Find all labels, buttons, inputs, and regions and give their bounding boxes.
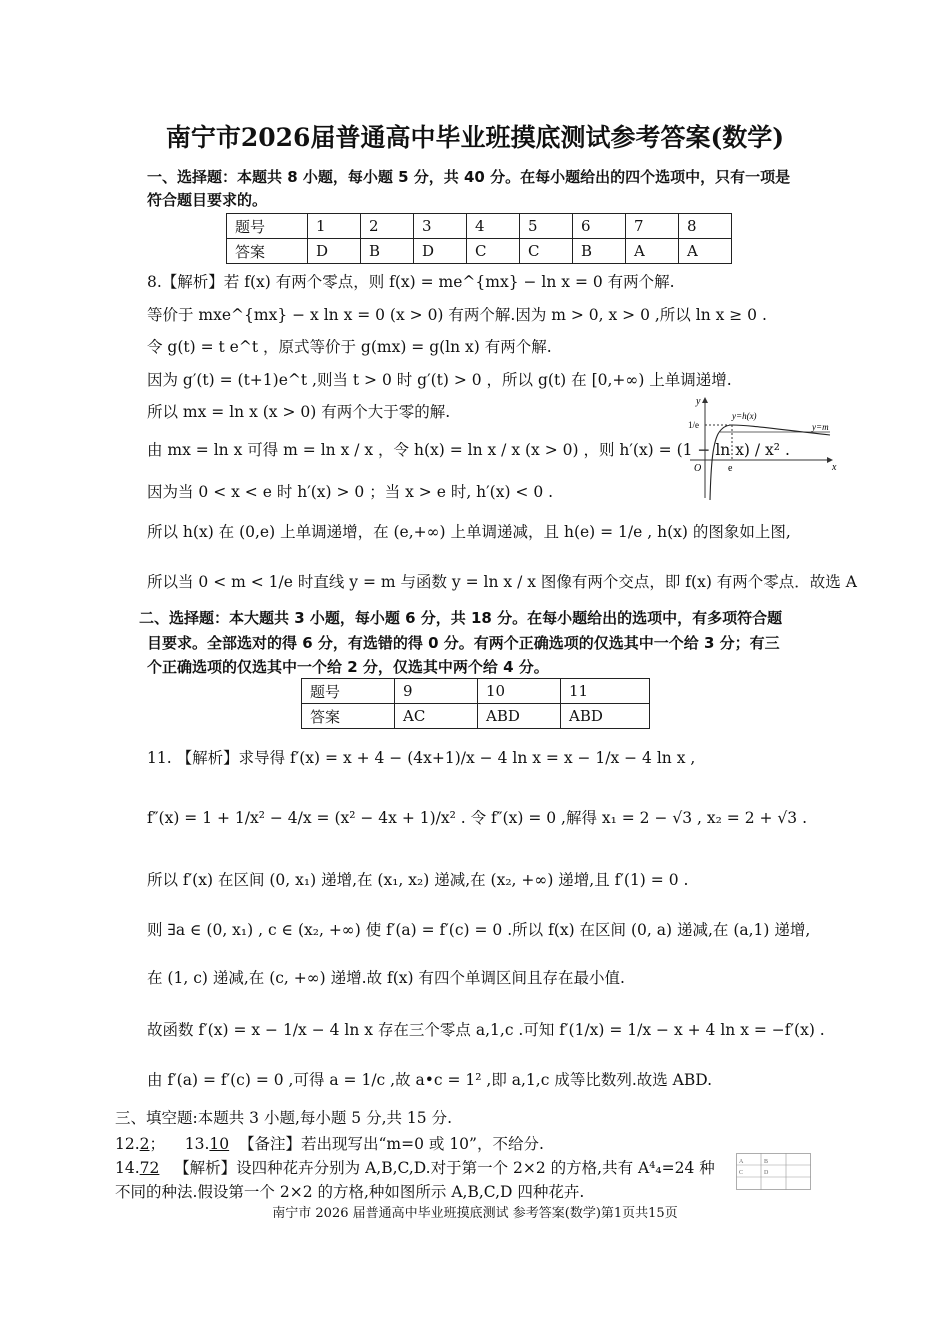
q8-line8: 所以 h(x) 在 (0,e) 上单调递增，在 (e,+∞) 上单调递减，且 h(e) = 1/e , h(x) 的图象如上图, [147, 523, 791, 541]
tick-y-label: 1/e [688, 420, 699, 430]
q8-line1: 8.【解析】若 f(x) 有两个零点，则 f(x) = me^{mx} − ln x = 0 有两个解. [147, 273, 675, 291]
grid-letter: A [739, 1159, 744, 1165]
answer-table-1 [226, 213, 732, 264]
q11-line3: 所以 f′(x) 在区间 (0, x₁) 递增,在 (x₁, x₂) 递减,在 (x₂, +∞) 递增,且 f′(1) = 0 . [147, 871, 689, 889]
q14-line1 [115, 1156, 715, 1178]
page-title: 南宁市2026届普通高中毕业班摸底测试参考答案(数学) [165, 123, 785, 152]
table-cell: ABD [478, 704, 561, 729]
curve-label: y=h(x) [732, 411, 757, 421]
table-cell: AC [395, 704, 478, 729]
table-row [302, 679, 650, 704]
q11-line1: 11. 【解析】求导得 f′(x) = x + 4 − (4x+1)/x − 4 ln x = x − 1/x − 4 ln x , [147, 749, 696, 767]
q11-line6: 故函数 f′(x) = x − 1/x − 4 ln x 存在三个零点 a,1,c .可知 f′(1/x) = 1/x − x + 4 ln x = −f′(x) . [147, 1021, 825, 1039]
grid-letter: B [764, 1159, 769, 1165]
table-cell: ABD [561, 704, 650, 729]
table-header-number: 题号 [227, 214, 308, 239]
table-cell: B [573, 239, 626, 264]
spacer [159, 1159, 174, 1177]
section2-heading-line1: 二、选择题：本大题共 3 小题，每小题 6 分，共 18 分。在每小题给出的选项中，有多项符合题 [139, 609, 783, 627]
separator: ； [149, 1135, 185, 1153]
table-cell: 11 [561, 679, 650, 704]
grid-letter: D [764, 1170, 769, 1176]
table-cell: 6 [573, 214, 626, 239]
q14-label: 14. [115, 1159, 140, 1177]
y-axis-label: y [696, 396, 701, 407]
q8-line7: 因为当 0 < x < e 时 h′(x) > 0 ；当 x > e 时, h′(x) < 0 . [147, 483, 554, 501]
function-graph [680, 392, 840, 502]
table-cell: D [308, 239, 361, 264]
q14-answer: 72 [139, 1159, 160, 1177]
table-header-answer: 答案 [227, 239, 308, 264]
q8-line5: 所以 mx = ln x (x > 0) 有两个大于零的解. [147, 403, 451, 421]
q8-line3: 令 g(t) = t e^t ，原式等价于 g(mx) = g(ln x) 有两个解. [147, 338, 552, 356]
table-cell: A [679, 239, 732, 264]
q13-label: 13. [184, 1135, 210, 1153]
q12-13-line [115, 1132, 544, 1154]
q11-line2: f″(x) = 1 + 1/x² − 4/x = (x² − 4x + 1)/x² . 令 f″(x) = 0 ,解得 x₁ = 2 − √3 , x₂ = 2 + √3 . [147, 809, 807, 827]
table-cell: 7 [626, 214, 679, 239]
q13-answer: 10 [209, 1135, 230, 1153]
table-cell: 3 [414, 214, 467, 239]
q8-line2: 等价于 mxe^{mx} − x ln x = 0 (x > 0) 有两个解.因为 m > 0, x > 0 ,所以 ln x ≥ 0 . [147, 306, 767, 324]
flower-grid-figure [736, 1153, 812, 1191]
q12-label: 12. [115, 1135, 140, 1153]
q13-note: 【备注】若出现写出“m=0 或 10”，不给分. [239, 1135, 544, 1153]
table-row [227, 214, 732, 239]
q14-line2: 不同的种法.假设第一个 2×2 的方格,种如图所示 A,B,C,D 四种花卉. [115, 1183, 585, 1201]
answer-table-2 [301, 678, 650, 729]
q12-answer: 2 [139, 1135, 150, 1153]
q11-line5: 在 (1, c) 递减,在 (c, +∞) 递增.故 f(x) 有四个单调区间且存在最小值. [147, 969, 625, 987]
grid-letter: C [739, 1170, 744, 1176]
q8-line9: 所以当 0 < m < 1/e 时直线 y = m 与函数 y = ln x / x 图像有两个交点，即 f(x) 有两个零点．故选 A [147, 573, 857, 591]
q8-line6: 由 mx = ln x 可得 m = ln x / x ，令 h(x) = ln x / x (x > 0) ，则 h′(x) = (1 − ln x) / x² . [147, 441, 790, 459]
line-label: y=m [812, 422, 829, 432]
table-cell: 8 [679, 214, 732, 239]
table-cell: 9 [395, 679, 478, 704]
table-cell: 4 [467, 214, 520, 239]
section3-heading: 三、填空题:本题共 3 小题,每小题 5 分,共 15 分. [115, 1109, 453, 1127]
q14-text-line1: 【解析】设四种花卉分别为 A,B,C,D.对于第一个 2×2 的方格,共有 A⁴₄=24 种 [174, 1159, 715, 1177]
section1-heading-line2: 符合题目要求的。 [147, 191, 268, 209]
q11-line4: 则 ∃a ∈ (0, x₁) , c ∈ (x₂, +∞) 使 f′(a) = f′(c) = 0 .所以 f(x) 在区间 (0, a) 递减,在 (a,1) 递增, [147, 921, 811, 939]
table-row [302, 704, 650, 729]
section2-heading-line3: 个正确选项的仅选其中一个给 2 分，仅选其中两个给 4 分。 [147, 658, 549, 676]
table-header-answer: 答案 [302, 704, 395, 729]
q8-line4: 因为 g′(t) = (t+1)e^t ,则当 t > 0 时 g′(t) > 0 ，所以 g(t) 在 [0,+∞) 上单调递增. [147, 371, 732, 389]
section1-heading-line1: 一、选择题：本题共 8 小题，每小题 5 分，共 40 分。在每小题给出的四个选项中，只有一项是 [147, 168, 791, 186]
section2-heading-line2: 目要求。全部选对的得 6 分，有选错的得 0 分。有两个正确选项的仅选其中一个给 3 分；有三 [147, 634, 780, 652]
table-cell: 2 [361, 214, 414, 239]
q11-line7: 由 f′(a) = f′(c) = 0 ,可得 a = 1/c ,故 a•c = 1² ,即 a,1,c 成等比数列.故选 ABD. [147, 1071, 713, 1089]
x-axis-label: x [832, 462, 837, 473]
table-cell: C [520, 239, 573, 264]
table-cell: 5 [520, 214, 573, 239]
table-row [227, 239, 732, 264]
spacer [229, 1135, 239, 1153]
table-cell: D [414, 239, 467, 264]
table-cell: 10 [478, 679, 561, 704]
tick-x-label: e [728, 463, 733, 474]
table-cell: A [626, 239, 679, 264]
table-cell: B [361, 239, 414, 264]
table-header-number: 题号 [302, 679, 395, 704]
table-cell: C [467, 239, 520, 264]
table-cell: 1 [308, 214, 361, 239]
page-footer: 南宁市 2026 届普通高中毕业班摸底测试 参考答案(数学)第1页共15页 [272, 1206, 678, 1221]
origin-label: O [694, 463, 702, 474]
